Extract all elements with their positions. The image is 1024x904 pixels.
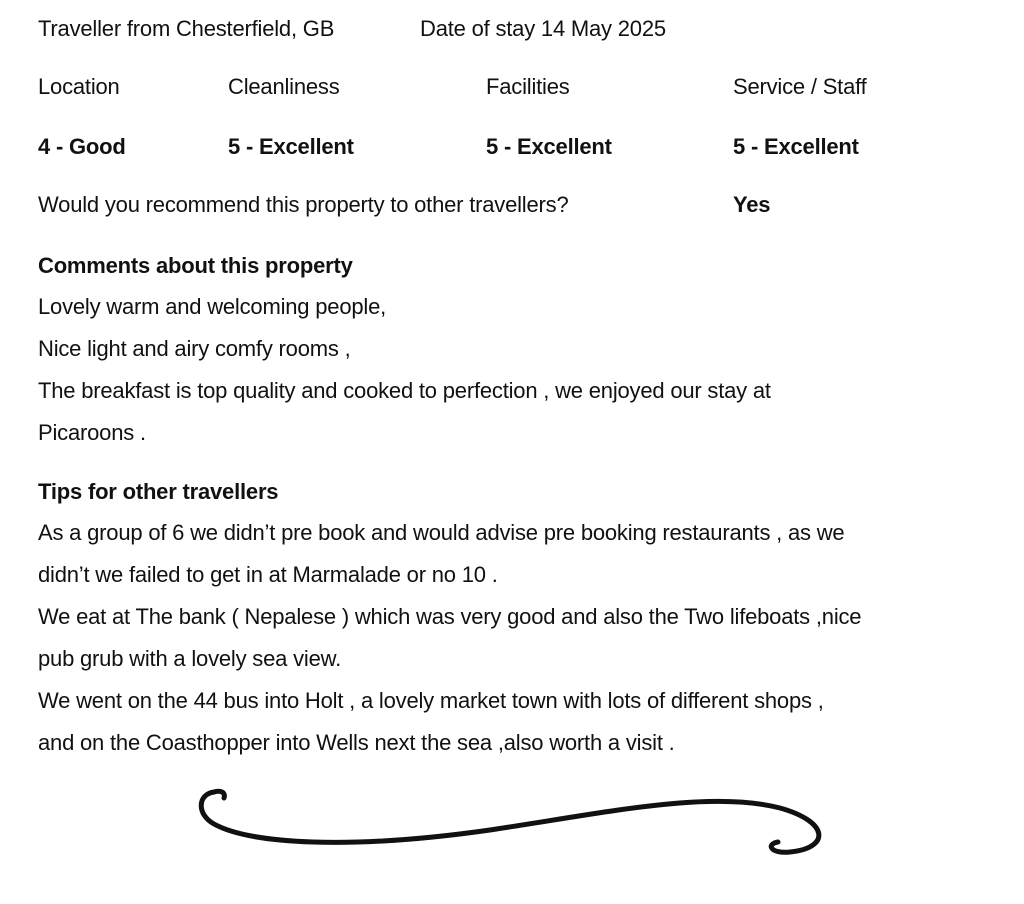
rating-label-service: Service / Staff	[733, 74, 867, 99]
comment-line: The breakfast is top quality and cooked to perfection , we enjoyed our stay at	[38, 378, 771, 403]
comments-heading: Comments about this property	[38, 253, 353, 278]
swirl-divider-icon	[190, 778, 830, 868]
rating-score-service: 5 - Excellent	[733, 134, 859, 159]
rating-label-facilities: Facilities	[486, 74, 570, 99]
tip-line: and on the Coasthopper into Wells next the sea ,also worth a visit .	[38, 730, 675, 755]
recommend-question: Would you recommend this property to other travellers?	[38, 192, 569, 217]
tip-line: didn’t we failed to get in at Marmalade or no 10 .	[38, 562, 498, 587]
tip-line: We went on the 44 bus into Holt , a lovely market town with lots of different shops ,	[38, 688, 824, 713]
tips-heading: Tips for other travellers	[38, 479, 279, 504]
rating-score-location: 4 - Good	[38, 134, 126, 159]
rating-score-cleanliness: 5 - Excellent	[228, 134, 354, 159]
rating-label-location: Location	[38, 74, 120, 99]
comment-line: Picaroons .	[38, 420, 146, 445]
rating-score-facilities: 5 - Excellent	[486, 134, 612, 159]
comment-line: Lovely warm and welcoming people,	[38, 294, 387, 319]
rating-label-cleanliness: Cleanliness	[228, 74, 340, 99]
comment-line: Nice light and airy comfy rooms ,	[38, 336, 351, 361]
date-of-stay: Date of stay 14 May 2025	[420, 16, 666, 41]
tip-line: As a group of 6 we didn’t pre book and would advise pre booking restaurants , as we	[38, 520, 845, 545]
traveller-origin: Traveller from Chesterfield, GB	[38, 16, 335, 41]
tip-line: pub grub with a lovely sea view.	[38, 646, 341, 671]
recommend-answer: Yes	[733, 192, 771, 217]
tip-line: We eat at The bank ( Nepalese ) which was very good and also the Two lifeboats ,nice	[38, 604, 862, 629]
